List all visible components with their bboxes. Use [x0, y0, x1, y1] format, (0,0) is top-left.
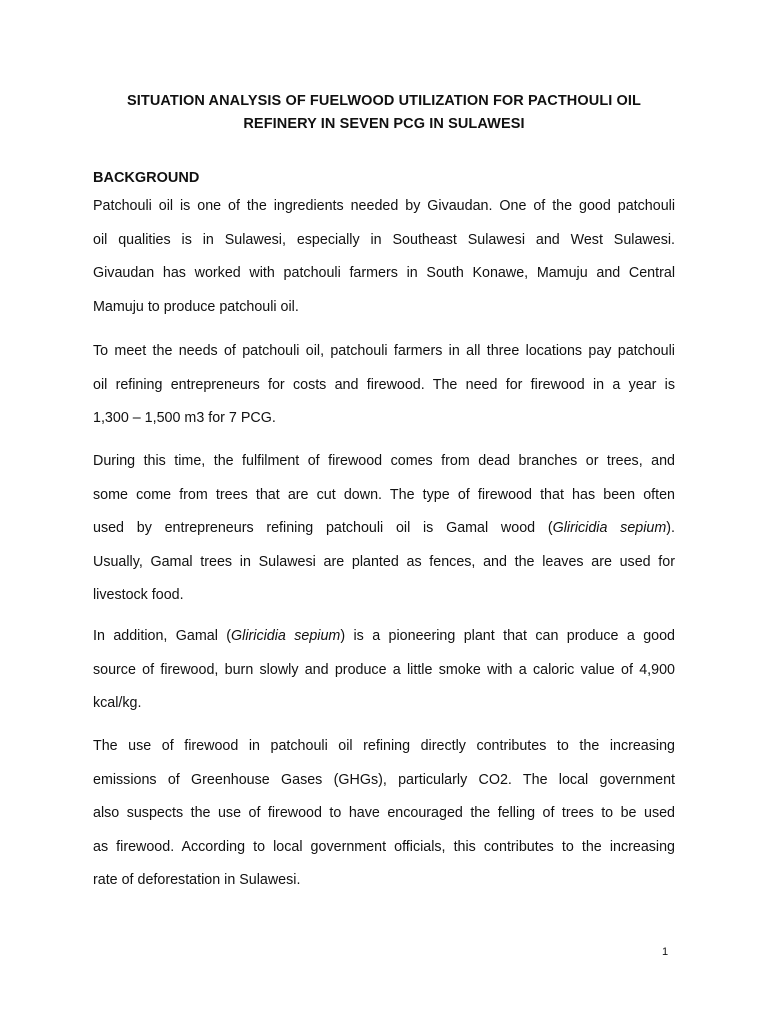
paragraph-line: Usually, Gamal trees in Sulawesi are planted as fences, and the leaves are used for	[93, 553, 675, 570]
paragraph-line: oil qualities is in Sulawesi, especially in Southeast Sulawesi and West Sulawesi.	[93, 231, 675, 248]
paragraph-line: The use of firewood in patchouli oil refining directly contributes to the increasing	[93, 738, 675, 754]
paragraph-line: To meet the needs of patchouli oil, patchouli farmers in all three locations pay patchouli	[93, 343, 675, 359]
paragraph-3	[93, 445, 675, 613]
paragraph-line: also suspects the use of firewood to have encouraged the felling of trees to be used	[93, 805, 675, 821]
paragraph-line: During this time, the fulfilment of firewood comes from dead branches or trees, and	[93, 453, 675, 469]
paragraph-line: Givaudan has worked with patchouli farmers in South Konawe, Mamuju and Central	[93, 265, 675, 281]
paragraph-line	[93, 620, 675, 654]
paragraph-line: kcal/kg.	[93, 695, 142, 711]
paragraph-line: emissions of Greenhouse Gases (GHGs), particularly CO2. The local government	[93, 771, 675, 788]
species-name-italic: Gliricidia sepium	[552, 520, 667, 536]
paragraph-2	[93, 335, 675, 436]
title-line-1: SITUATION ANALYSIS OF FUELWOOD UTILIZATION FOR PACTHOULI OIL	[126, 93, 642, 109]
paragraph-line: some come from trees that are cut down. The type of firewood that has been often	[93, 486, 675, 503]
text-run: In addition, Gamal (	[93, 628, 232, 644]
document-title	[93, 90, 675, 136]
paragraph-line: rate of deforestation in Sulawesi.	[93, 872, 301, 888]
paragraph-line: Mamuju to produce patchouli oil.	[93, 298, 299, 315]
paragraph-line	[93, 512, 675, 546]
paragraph-line: 1,300 – 1,500 m3 for 7 PCG.	[93, 410, 276, 426]
species-name-italic: Gliricidia sepium	[231, 628, 341, 644]
title-line-2: REFINERY IN SEVEN PCG IN SULAWESI	[243, 116, 525, 132]
paragraph-4	[93, 620, 675, 721]
page-number: 1	[662, 946, 669, 958]
paragraph-1	[93, 190, 675, 324]
paragraph-line: livestock food.	[93, 587, 184, 603]
text-run: used by entrepreneurs refining patchouli oil is Gamal wood (	[93, 520, 553, 536]
paragraph-line: Patchouli oil is one of the ingredients needed by Givaudan. One of the good patchouli	[93, 198, 675, 214]
section-heading-background: BACKGROUND	[93, 170, 200, 186]
paragraph-line: oil refining entrepreneurs for costs and firewood. The need for firewood in a year is	[93, 376, 675, 393]
paragraph-line: source of firewood, burn slowly and produce a little smoke with a caloric value of 4,900	[93, 661, 675, 678]
text-run: ) is a pioneering plant that can produce a good	[340, 628, 675, 644]
text-run: ).	[666, 520, 675, 536]
paragraph-line: as firewood. According to local government officials, this contributes to the increasing	[93, 838, 675, 855]
paragraph-5	[93, 730, 675, 898]
